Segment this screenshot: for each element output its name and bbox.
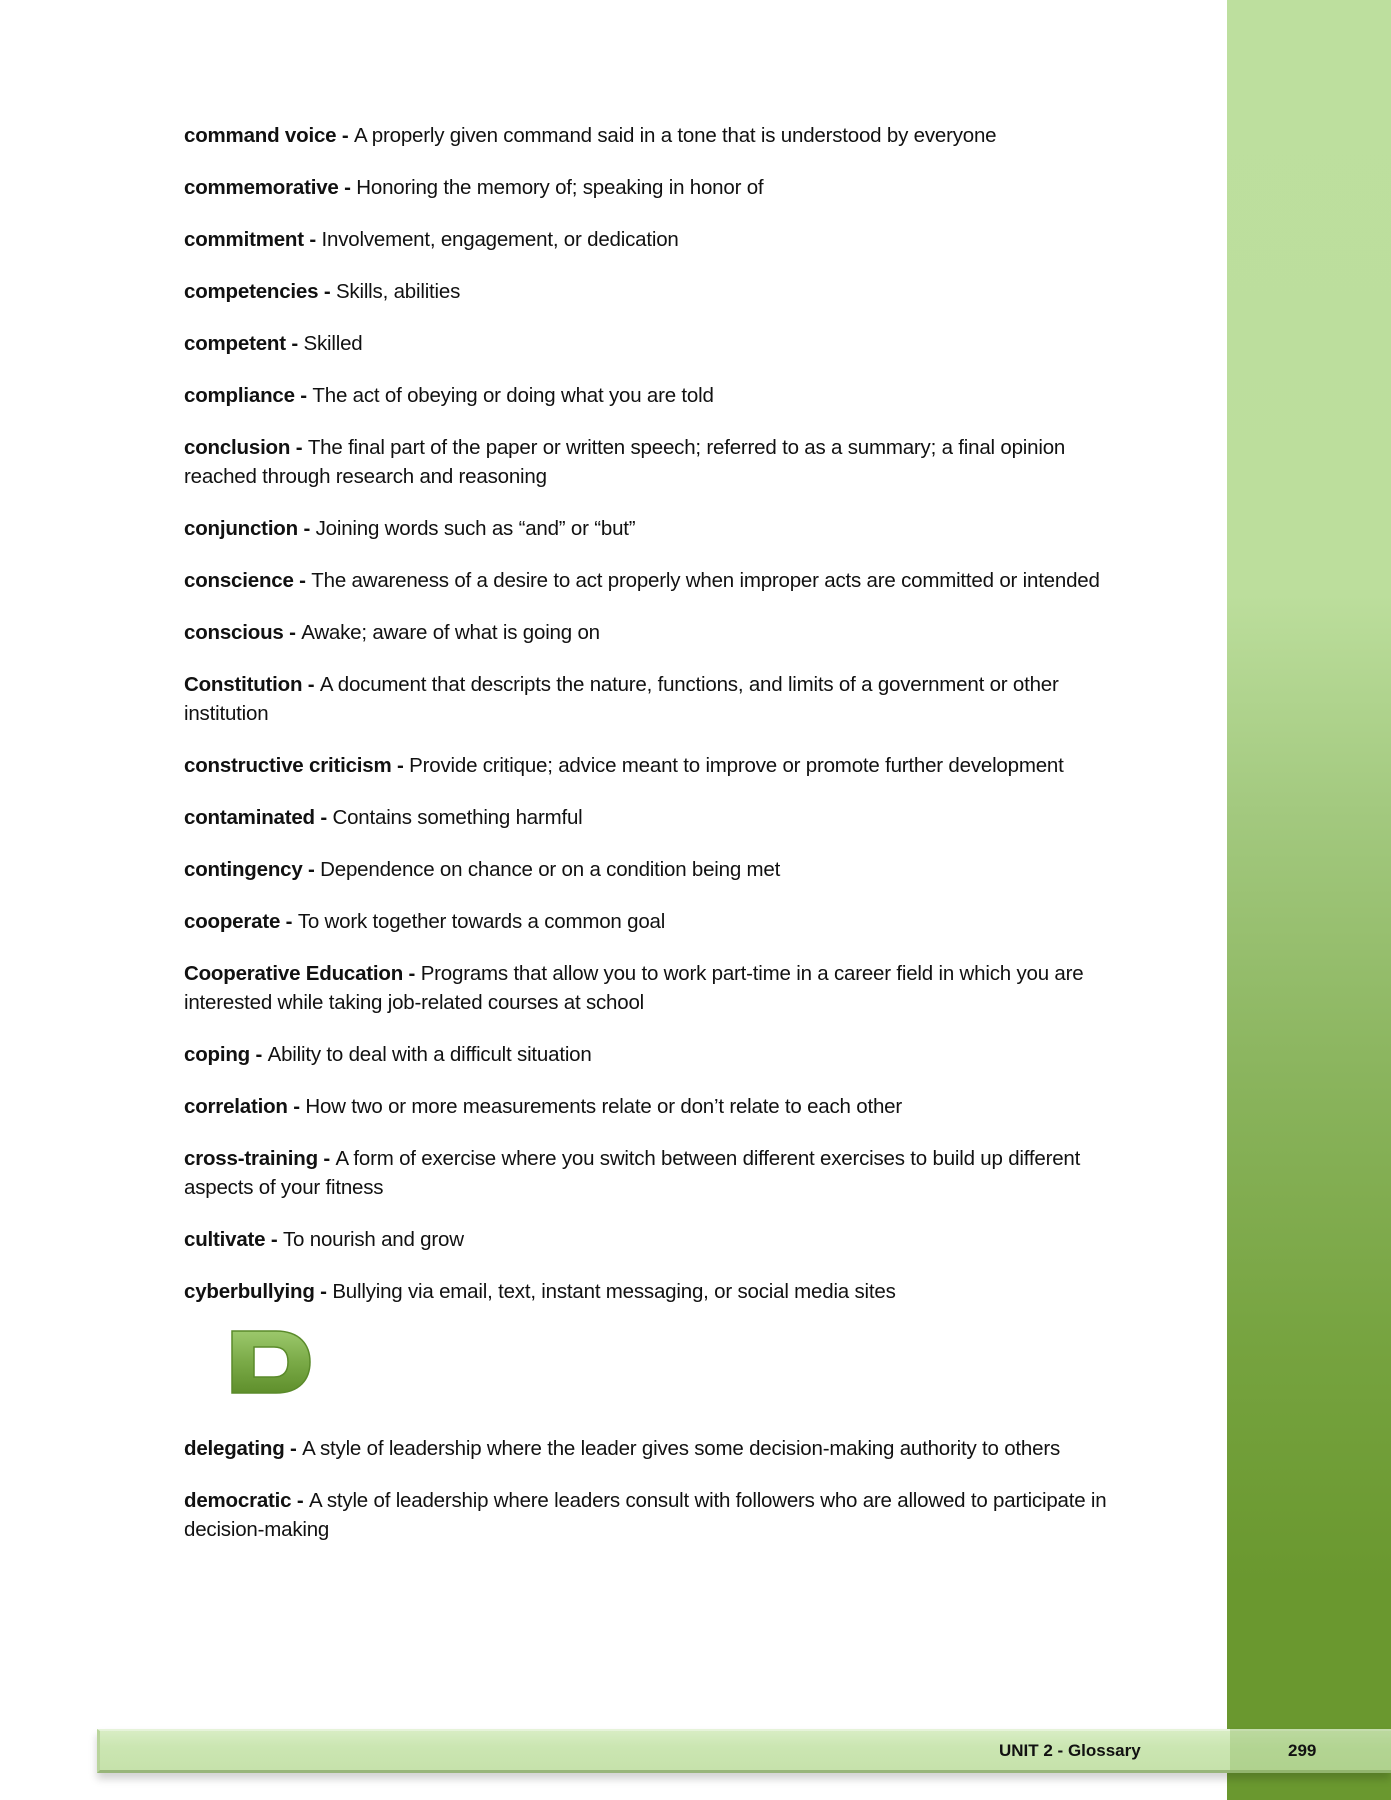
glossary-term: command voice: [184, 124, 337, 147]
glossary-definition: A document that descripts the nature, functions, and limits of a government or other institution: [184, 673, 1059, 725]
glossary-term: competent: [184, 332, 286, 355]
term-separator: -: [250, 1043, 268, 1066]
page-footer: [97, 1729, 1391, 1773]
page-number: 299: [1288, 1741, 1317, 1760]
glossary-term: commemorative: [184, 176, 339, 199]
glossary-definition: The awareness of a desire to act properly when improper acts are committed or intended: [311, 569, 1100, 592]
glossary-entry: [184, 173, 1114, 202]
glossary-entry: [184, 1144, 1114, 1202]
glossary-definition: To work together towards a common goal: [297, 910, 666, 933]
glossary-definition: Joining words such as “and” or “but”: [315, 517, 636, 540]
term-separator: -: [403, 962, 421, 985]
term-separator: -: [265, 1228, 283, 1251]
glossary-definition: To nourish and grow: [283, 1228, 464, 1251]
glossary-term: cooperate: [184, 910, 281, 933]
glossary-entry: [184, 1277, 1114, 1306]
glossary-term: democratic: [184, 1489, 292, 1512]
term-separator: -: [317, 1147, 336, 1170]
term-separator: -: [302, 673, 320, 696]
glossary-definition: Involvement, engagement, or dedication: [321, 228, 679, 251]
glossary-term: conclusion: [184, 436, 291, 459]
term-separator: -: [283, 621, 302, 644]
glossary-definition: A style of leadership where leaders consult with followers who are allowed to participate in decision-making: [184, 1489, 1107, 1541]
letter-d-icon: [230, 1329, 312, 1395]
glossary-entry: [184, 433, 1114, 491]
glossary-term: Constitution: [184, 673, 303, 696]
glossary-entry: [184, 959, 1114, 1017]
glossary-definition: The act of obeying or doing what you are told: [312, 384, 714, 407]
glossary-definition: Programs that allow you to work part-time in a career field in which you are interested while taking job-related courses at school: [184, 962, 1084, 1014]
glossary-definition: A properly given command said in a tone that is understood by everyone: [353, 124, 997, 147]
term-separator: -: [287, 1095, 306, 1118]
glossary-definition: Bullying via email, text, instant messaging, or social media sites: [332, 1280, 896, 1303]
glossary-entry: [184, 1434, 1114, 1463]
glossary-content: [184, 121, 1114, 1567]
glossary-entry: [184, 381, 1114, 410]
glossary-section-c: [184, 121, 1114, 1306]
glossary-term: cross-training: [184, 1147, 318, 1170]
term-separator: -: [291, 1489, 310, 1512]
term-separator: -: [302, 858, 321, 881]
glossary-term: correlation: [184, 1095, 288, 1118]
glossary-entry: [184, 277, 1114, 306]
glossary-entry: [184, 670, 1114, 728]
glossary-term: delegating: [184, 1437, 285, 1460]
glossary-entry: [184, 618, 1114, 647]
glossary-definition: Provide critique; advice meant to improve or promote further development: [409, 754, 1064, 777]
glossary-entry: [184, 803, 1114, 832]
glossary-term: commitment: [184, 228, 304, 251]
glossary-term: conscious: [184, 621, 284, 644]
glossary-definition: How two or more measurements relate or don’t relate to each other: [305, 1095, 902, 1118]
glossary-entry: [184, 1225, 1114, 1254]
glossary-definition: Contains something harmful: [332, 806, 583, 829]
term-separator: -: [314, 1280, 333, 1303]
glossary-definition: A form of exercise where you switch between different exercises to build up different aspects of your fitness: [184, 1147, 1081, 1199]
term-separator: -: [314, 806, 333, 829]
section-letter-heading: [230, 1329, 1114, 1405]
glossary-term: cyberbullying: [184, 1280, 315, 1303]
term-separator: -: [290, 436, 308, 459]
footer-unit-label: UNIT 2 - Glossary: [999, 1741, 1141, 1760]
glossary-entry: [184, 751, 1114, 780]
glossary-definition: Dependence on chance or on a condition being met: [320, 858, 781, 881]
glossary-term: competencies: [184, 280, 319, 303]
decorative-side-bar: [1227, 0, 1391, 1800]
glossary-term: cultivate: [184, 1228, 266, 1251]
term-separator: -: [297, 517, 316, 540]
glossary-definition: Skills, abilities: [335, 280, 461, 303]
glossary-definition: Skilled: [303, 332, 363, 355]
glossary-term: constructive criticism: [184, 754, 392, 777]
glossary-term: conscience: [184, 569, 294, 592]
glossary-term: conjunction: [184, 517, 298, 540]
term-separator: -: [391, 754, 410, 777]
glossary-entry: [184, 225, 1114, 254]
glossary-term: compliance: [184, 384, 295, 407]
glossary-section-d: [184, 1434, 1114, 1544]
glossary-entry: [184, 121, 1114, 150]
term-separator: -: [338, 176, 357, 199]
glossary-term: contaminated: [184, 806, 315, 829]
glossary-term: contingency: [184, 858, 303, 881]
glossary-entry: [184, 907, 1114, 936]
glossary-definition: The final part of the paper or written speech; referred to as a summary; a final opinion reached through research and reasoning: [184, 436, 1066, 488]
glossary-entry: [184, 1092, 1114, 1121]
glossary-entry: [184, 1040, 1114, 1069]
term-separator: -: [293, 569, 312, 592]
glossary-entry: [184, 566, 1114, 595]
glossary-term: coping: [184, 1043, 250, 1066]
glossary-definition: Ability to deal with a difficult situation: [267, 1043, 592, 1066]
term-separator: -: [280, 910, 298, 933]
glossary-definition: Honoring the memory of; speaking in honor of: [356, 176, 764, 199]
glossary-entry: [184, 329, 1114, 358]
term-separator: -: [285, 332, 304, 355]
glossary-definition: A style of leadership where the leader gives some decision-making authority to others: [302, 1437, 1060, 1460]
glossary-entry: [184, 514, 1114, 543]
term-separator: -: [336, 124, 354, 147]
term-separator: -: [294, 384, 313, 407]
glossary-term: Cooperative Education: [184, 962, 404, 985]
glossary-entry: [184, 1486, 1114, 1544]
term-separator: -: [303, 228, 322, 251]
term-separator: -: [284, 1437, 303, 1460]
glossary-entry: [184, 855, 1114, 884]
term-separator: -: [318, 280, 336, 303]
glossary-definition: Awake; aware of what is going on: [301, 621, 600, 644]
